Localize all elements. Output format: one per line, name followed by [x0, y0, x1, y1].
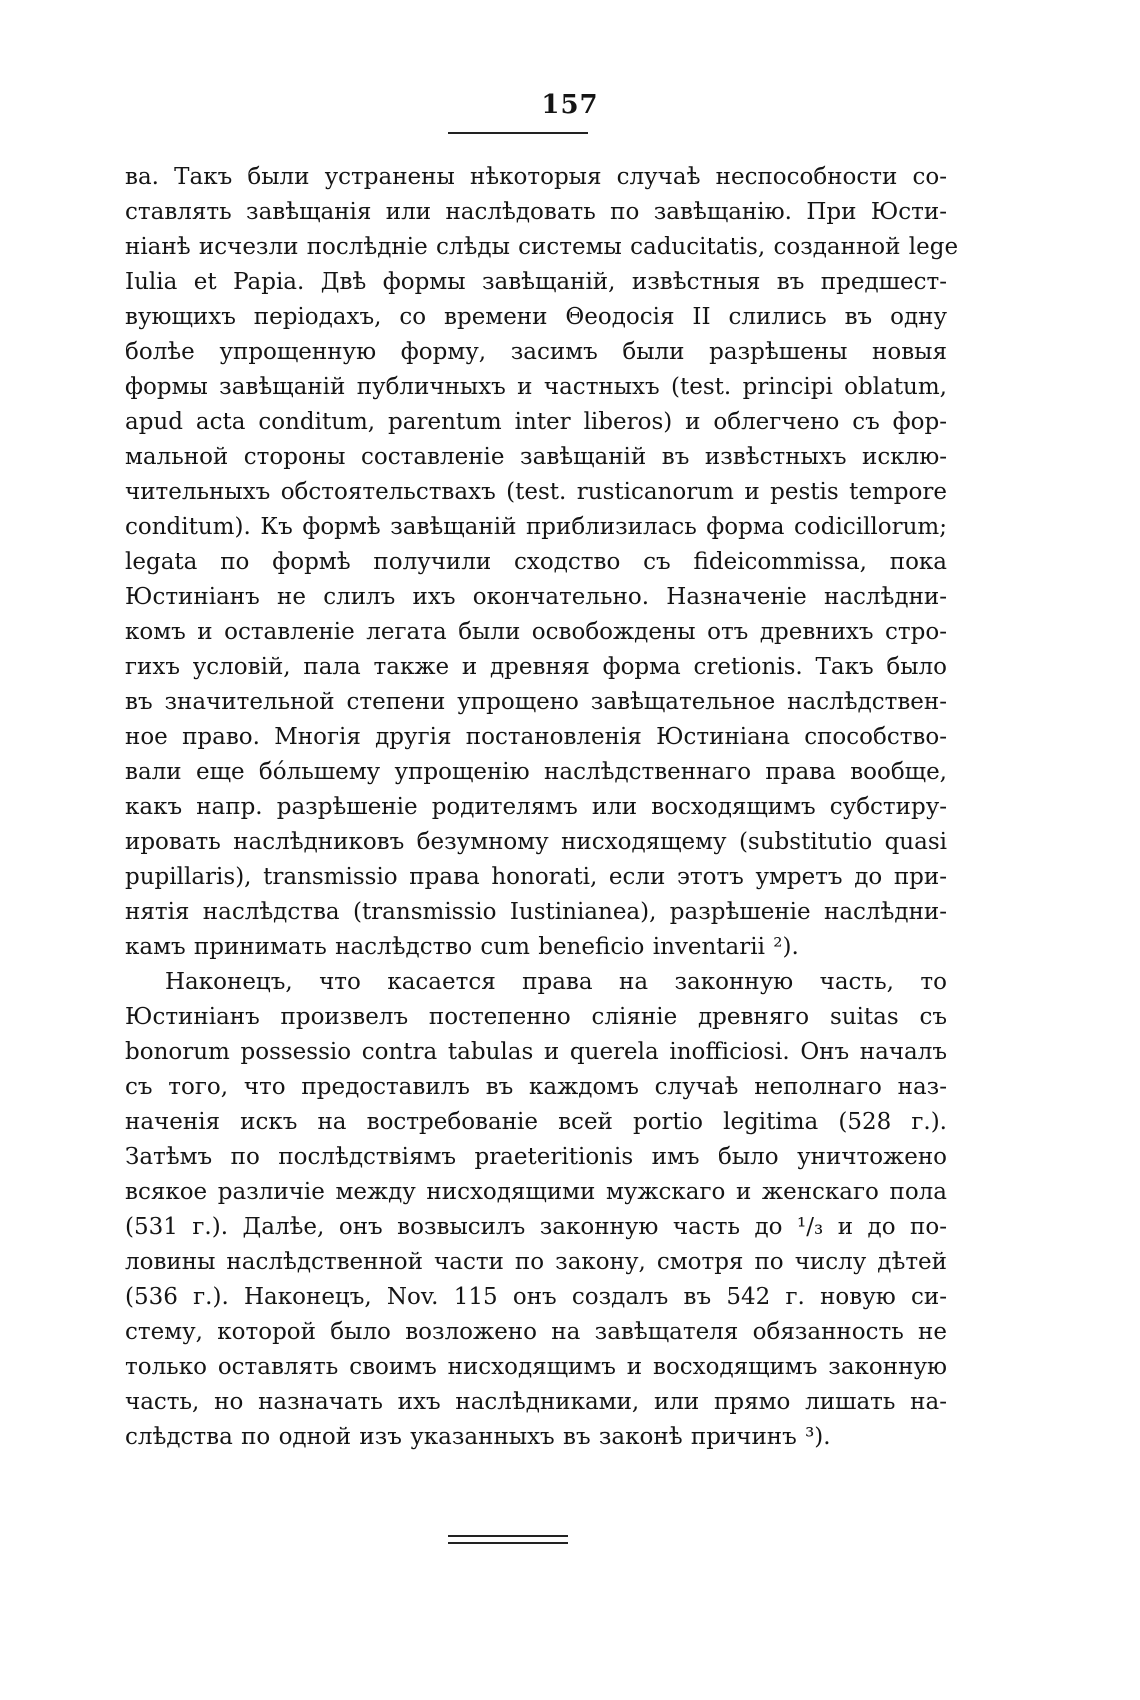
page-number: 157 — [541, 90, 599, 120]
text-line: формы завѣщаній публичныхъ и частныхъ (test. principi oblatum, — [125, 374, 947, 400]
header-rule — [448, 132, 588, 134]
paragraph-2 — [125, 965, 947, 1455]
text-line: всякое различіе между нисходящими мужскаго и женскаго пола — [125, 1179, 947, 1205]
paragraph-1 — [125, 160, 959, 965]
text-line: bonorum possessio contra tabulas и querela inofficiosi. Онъ началъ — [125, 1039, 947, 1065]
text-line: мальной стороны составленіе завѣщаній въ извѣстныхъ исклю- — [125, 444, 947, 470]
end-rule — [448, 1535, 568, 1549]
text-line: ставлять завѣщанія или наслѣдовать по завѣщанію. При Юсти- — [125, 199, 947, 225]
text-line: Юстиніанъ произвелъ постепенно сліяніе древняго suitas съ — [125, 1004, 947, 1030]
text-line: pupillaris), transmissio права honorati, если этотъ умретъ до при- — [125, 864, 947, 890]
text-line: гихъ условій, пала также и древняя форма cretionis. Такъ было — [125, 654, 947, 680]
text-line: только оставлять своимъ нисходящимъ и восходящимъ законную — [125, 1354, 947, 1380]
text-line: Затѣмъ по послѣдствіямъ praeteritionis имъ было уничтожено — [125, 1144, 947, 1170]
text-line: legata по формѣ получили сходство съ fideicommissa, пока — [125, 549, 947, 575]
text-line: Наконецъ, что касается права на законную часть, то — [165, 969, 947, 995]
text-line: камъ принимать наслѣдство cum beneficio inventarii ²). — [125, 934, 799, 960]
text-line: ніанѣ исчезли послѣдніе слѣды системы caducitatis, созданной lege — [125, 234, 959, 260]
text-line: ва. Такъ были устранены нѣкоторыя случаѣ неспособности со- — [125, 164, 947, 190]
text-line: чительныхъ обстоятельствахъ (test. rusticanorum и pestis tempore — [125, 479, 947, 505]
text-line: комъ и оставленіе легата были освобождены отъ древнихъ стро- — [125, 619, 947, 645]
body-text — [125, 160, 959, 1455]
text-line: какъ напр. разрѣшеніе родителямъ или восходящимъ субстиру- — [125, 794, 947, 820]
text-line: часть, но назначать ихъ наслѣдниками, или прямо лишать на- — [125, 1389, 947, 1415]
text-line: ловины наслѣдственной части по закону, смотря по числу дѣтей — [125, 1249, 947, 1275]
text-line: apud acta conditum, parentum inter liberos) и облегчено съ фор- — [125, 409, 947, 435]
text-line: стему, которой было возложено на завѣщателя обязанность не — [125, 1319, 947, 1345]
text-line: наченія искъ на востребованіе всей portio legitima (528 г.). — [125, 1109, 947, 1135]
text-line: conditum). Къ формѣ завѣщаній приблизилась форма codicillorum; — [125, 514, 947, 540]
text-line: ировать наслѣдниковъ безумному нисходящему (substitutio quasi — [125, 829, 947, 855]
text-line: Iulia et Papia. Двѣ формы завѣщаній, извѣстныя въ предшест- — [125, 269, 947, 295]
text-line: съ того, что предоставилъ въ каждомъ случаѣ неполнаго наз- — [125, 1074, 947, 1100]
text-line: (531 г.). Далѣе, онъ возвысилъ законную часть до ¹/₃ и до по- — [125, 1214, 947, 1240]
text-line: Юстиніанъ не слилъ ихъ окончательно. Назначеніе наслѣдни- — [125, 584, 947, 610]
end-rule-line — [448, 1542, 568, 1544]
text-line: слѣдства по одной изъ указанныхъ въ законѣ причинъ ³). — [125, 1424, 831, 1450]
text-line: вали еще бо́льшему упрощенію наслѣдственнаго права вообще, — [125, 759, 947, 785]
text-line: вующихъ періодахъ, со времени Θеодосія II слились въ одну — [125, 304, 947, 330]
text-line: болѣе упрощенную форму, засимъ были разрѣшены новыя — [125, 339, 947, 365]
end-rule-line — [448, 1535, 568, 1537]
text-line: нятія наслѣдства (transmissio Iustinianea), разрѣшеніе наслѣдни- — [125, 899, 947, 925]
text-line: (536 г.). Наконецъ, Nov. 115 онъ создалъ въ 542 г. новую си- — [125, 1284, 947, 1310]
text-line: ное право. Многія другія постановленія Юстиніана способство- — [125, 724, 947, 750]
text-line: въ значительной степени упрощено завѣщательное наслѣдствен- — [125, 689, 947, 715]
